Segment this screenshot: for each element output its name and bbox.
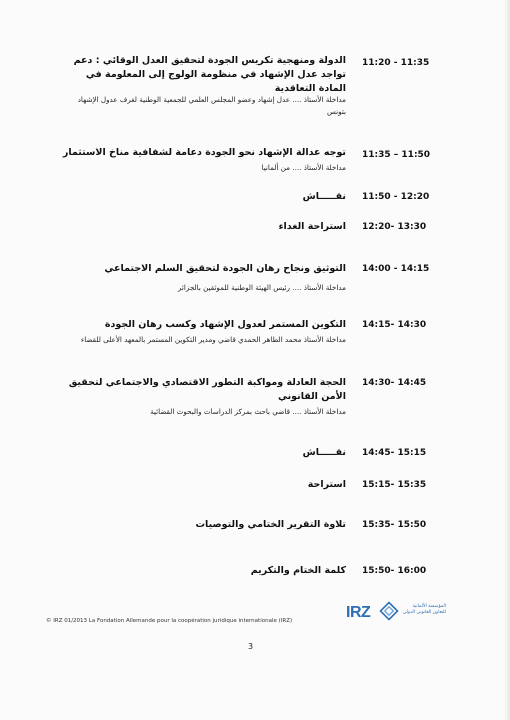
irz-logo-arabic: المؤسسة الألمانية للتعاون القانوني الدولي <box>402 604 446 615</box>
agenda-time: 14:45- 15:15 <box>362 448 427 458</box>
agenda-title: التكوين المستمر لعدول الإشهاد وكسب رهان الجودة <box>104 319 346 330</box>
agenda-time: 15:50- 16:00 <box>362 566 427 576</box>
agenda-time: 11:50 - 12:20 <box>362 192 430 202</box>
copyright-footer: © IRZ 01/2013 La Fondation Allemande pour la coopération juridique internationale (IRZ) <box>46 618 293 624</box>
agenda-time: 15:35- 15:50 <box>362 520 427 530</box>
agenda-time: 14:30- 14:45 <box>362 378 427 388</box>
irz-logo-mark-icon <box>378 600 400 622</box>
agenda-title: نقـــــاش <box>302 447 346 458</box>
agenda-title: الحجة العادلة ومواكبة التطور الاقتصادي والاجتماعي لتحقيق الأمن القانوني <box>68 377 346 402</box>
agenda-speaker: مداخلة الأستاذ .... قاضي باحث بمركز الدراسات والبحوث القضائية <box>150 407 346 416</box>
agenda-speaker: مداخلة الأستاذ .... من ألمانيا <box>261 163 346 172</box>
agenda-time: 11:20 - 11:35 <box>362 58 430 68</box>
page-edge-shadow <box>504 0 510 720</box>
agenda-speaker: مداخلة الأستاذ .... رئيس الهيئة الوطنية للموثقين بالجزائر <box>177 283 346 292</box>
agenda-title: توجه عدالة الإشهاد نحو الجودة دعامة لشفافية مناخ الاستثمار <box>62 147 346 158</box>
irz-logo-text: IRZ <box>346 604 371 621</box>
agenda-time: 15:15- 15:35 <box>362 480 427 490</box>
agenda-time: 14:00 - 14:15 <box>362 264 430 274</box>
agenda-title: استراحة الغداء <box>278 221 346 232</box>
agenda-time: 11:35 – 11:50 <box>362 150 431 160</box>
agenda-title: استراحة <box>307 479 346 490</box>
agenda-title: نقـــــاش <box>302 191 346 202</box>
page-number: 3 <box>248 642 254 651</box>
agenda-title: التوثيق ونجاح رهان الجودة لتحقيق السلم الاجتماعي <box>104 263 346 274</box>
agenda-speaker: مداخلة الأستاذ محمد الطاهر الحمدي قاضي ومدير التكوين المستمر بالمعهد الأعلى للقضاء <box>80 335 346 344</box>
agenda-title: الدولة ومنهجية تكريس الجودة لتحقيق العدل الوقائي : دعم تواجد عدل الإشهاد في منظومة الولوج إلى المعلومة في المادة التعاقدية <box>73 55 346 94</box>
agenda-time: 14:15- 14:30 <box>362 320 427 330</box>
agenda-title: كلمة الختام والتكريم <box>250 565 346 576</box>
agenda-title: تلاوة التقرير الختامي والتوصيات <box>195 519 346 530</box>
irz-logo <box>346 594 446 634</box>
agenda-speaker: مداخلة الأستاذ .... عدل إشهاد وعضو المجلس العلمي للجمعية الوطنية لغرف عدول الإشهاد بتونس <box>77 95 346 116</box>
agenda-time: 12:20- 13:30 <box>362 222 427 232</box>
